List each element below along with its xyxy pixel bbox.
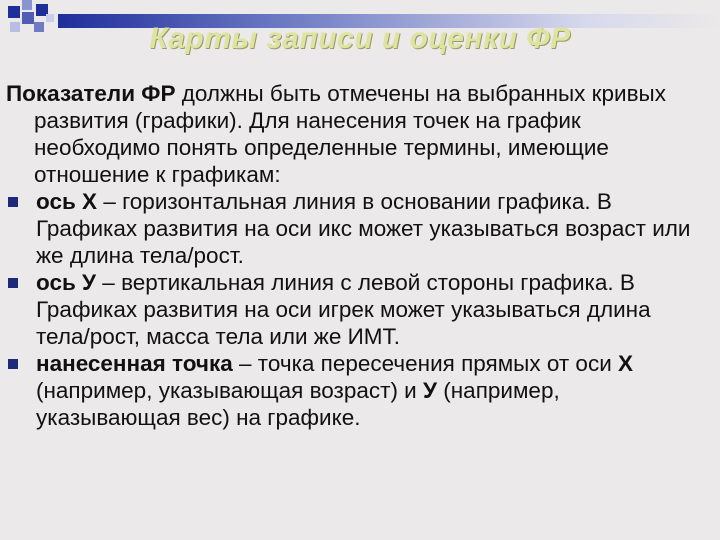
square-bullet-icon <box>8 197 18 207</box>
slide-content <box>6 80 710 431</box>
term-axis-y: ось У <box>36 270 97 295</box>
list-item-axis-x <box>6 188 710 269</box>
square-bullet-icon <box>8 359 18 369</box>
intro-bold-term: Показатели ФР <box>6 81 176 106</box>
definition-part-2: (например, указывающая возраст) и <box>36 378 424 403</box>
axis-y-label: У <box>423 378 438 403</box>
definition-axis-x: – горизонтальная линия в основании графика. В Графиках развития на оси икс может указываться возраст или же длина тела/рост. <box>36 189 691 268</box>
intro-paragraph <box>6 80 710 188</box>
axis-x-label: Х <box>618 351 634 376</box>
square-bullet-icon <box>8 278 18 288</box>
list-item-axis-y <box>6 269 710 350</box>
decor-square-7 <box>46 14 54 22</box>
term-axis-x: ось Х <box>36 189 98 214</box>
decor-square-2 <box>22 0 32 10</box>
decor-square-1 <box>8 6 20 18</box>
definition-part-3: (например, указывающая вес) на графике. <box>36 378 560 430</box>
definition-part-1: – точка пересечения прямых от оси <box>232 351 619 376</box>
slide-title: Карты записи и оценки ФР <box>149 22 571 55</box>
definition-axis-y: – вертикальная линия с левой стороны графика. В Графиках развития на оси игрек может указываться длина тела/рост, масса тела или же ИМТ. <box>36 270 651 349</box>
list-item-plotted-point <box>6 350 710 431</box>
intro-text: должны быть отмечены на выбранных кривых развития (графики). Для нанесения точек на график необходимо понять определенные термины, имеющие отношение к графикам: <box>34 81 666 187</box>
term-plotted-point: нанесенная точка <box>36 351 233 376</box>
